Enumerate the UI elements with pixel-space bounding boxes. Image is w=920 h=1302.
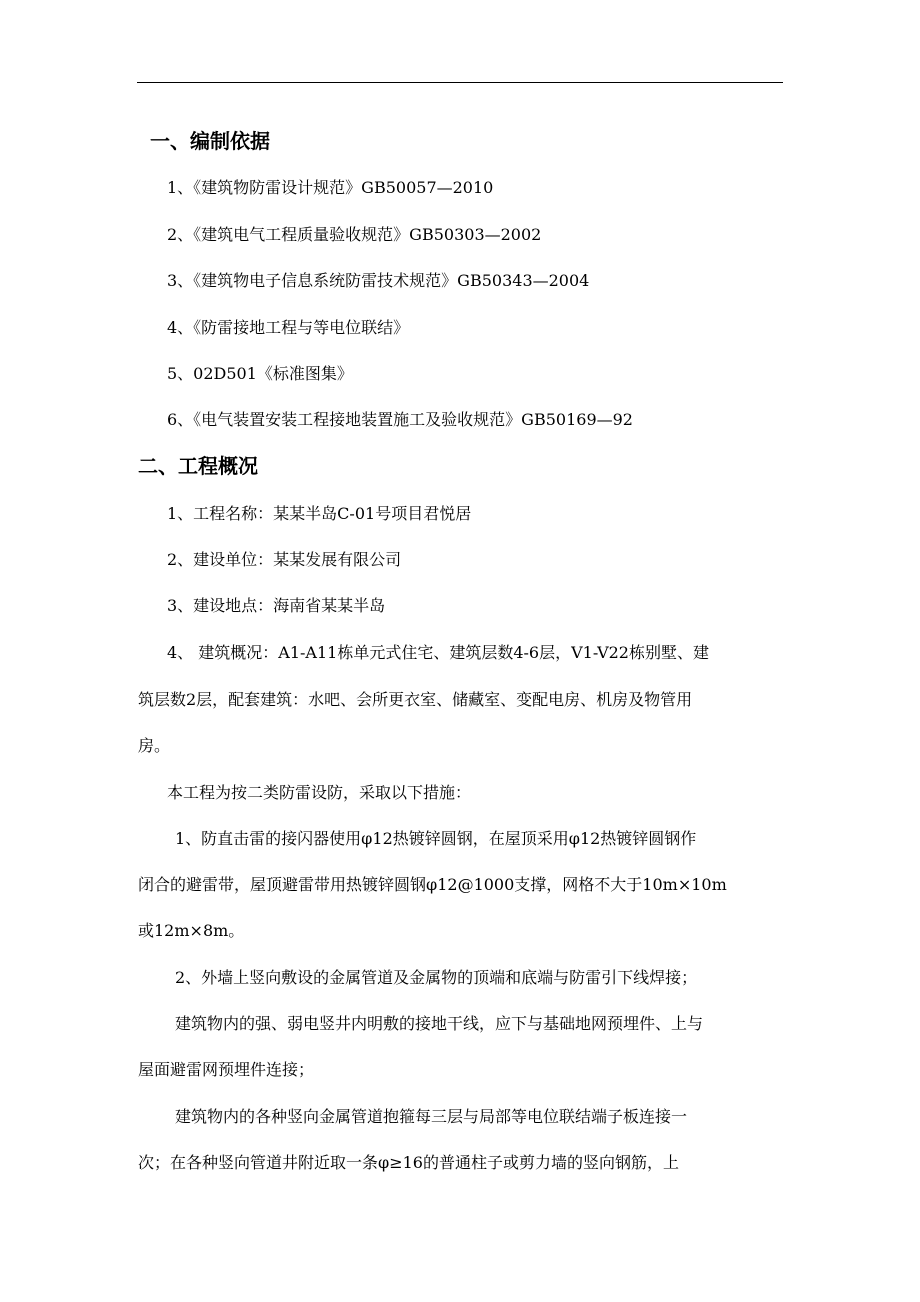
shaft-grounding-line1: 建筑物内的强、弱电竖井内明敷的接地干线，应下与基础地网预埋件、上与 <box>175 1014 704 1033</box>
reference-item-4: 4、《防雷接地工程与等电位联结》 <box>167 318 410 337</box>
measure-2: 2、外墙上竖向敷设的金属管道及金属物的顶端和底端与防雷引下线焊接； <box>175 968 698 987</box>
overview-item-3: 3、建设地点：海南省某某半岛 <box>167 596 386 615</box>
measure-1-line2: 闭合的避雷带，屋顶避雷带用热镀锌圆钢φ12@1000支撑，网格不大于10m×10m <box>138 875 727 894</box>
measure-1-line1: 1、防直击雷的接闪器使用φ12热镀锌圆钢，在屋顶采用φ12热镀锌圆钢作 <box>175 829 697 848</box>
overview-item-1: 1、工程名称：某某半岛C-01号项目君悦居 <box>167 504 472 523</box>
reference-item-6: 6、《电气装置安装工程接地装置施工及验收规范》GB50169—92 <box>167 410 633 429</box>
overview-item-2: 2、建设单位：某某发展有限公司 <box>167 550 402 569</box>
reference-item-1: 1、《建筑物防雷设计规范》GB50057—2010 <box>167 178 494 197</box>
measures-intro: 本工程为按二类防雷设防，采取以下措施： <box>167 783 472 802</box>
reference-item-5: 5、02D501《标准图集》 <box>167 364 353 383</box>
pipe-bonding-line2: 次；在各种竖向管道井附近取一条φ≥16的普通柱子或剪力墙的竖向钢筋，上 <box>138 1153 679 1172</box>
overview-item-4-line2: 筑层数2层，配套建筑：水吧、会所更衣室、储藏室、变配电房、机房及物管用 <box>138 690 693 709</box>
reference-item-3: 3、《建筑物电子信息系统防雷技术规范》GB50343—2004 <box>167 271 590 290</box>
shaft-grounding-line2: 屋面避雷网预埋件连接； <box>138 1060 315 1079</box>
header-rule <box>137 82 783 83</box>
overview-item-4-line1: 4、 建筑概况：A1-A11栋单元式住宅、建筑层数4-6层，V1-V22栋别墅、建 <box>167 643 709 662</box>
overview-item-4-line3: 房。 <box>138 736 171 755</box>
reference-item-2: 2、《建筑电气工程质量验收规范》GB50303—2002 <box>167 225 542 244</box>
section1-heading: 一、编制依据 <box>150 129 270 153</box>
pipe-bonding-line1: 建筑物内的各种竖向金属管道抱箍每三层与局部等电位联结端子板连接一 <box>175 1107 688 1126</box>
section2-heading: 二、工程概况 <box>138 454 258 478</box>
measure-1-line3: 或12m×8m。 <box>138 921 245 940</box>
